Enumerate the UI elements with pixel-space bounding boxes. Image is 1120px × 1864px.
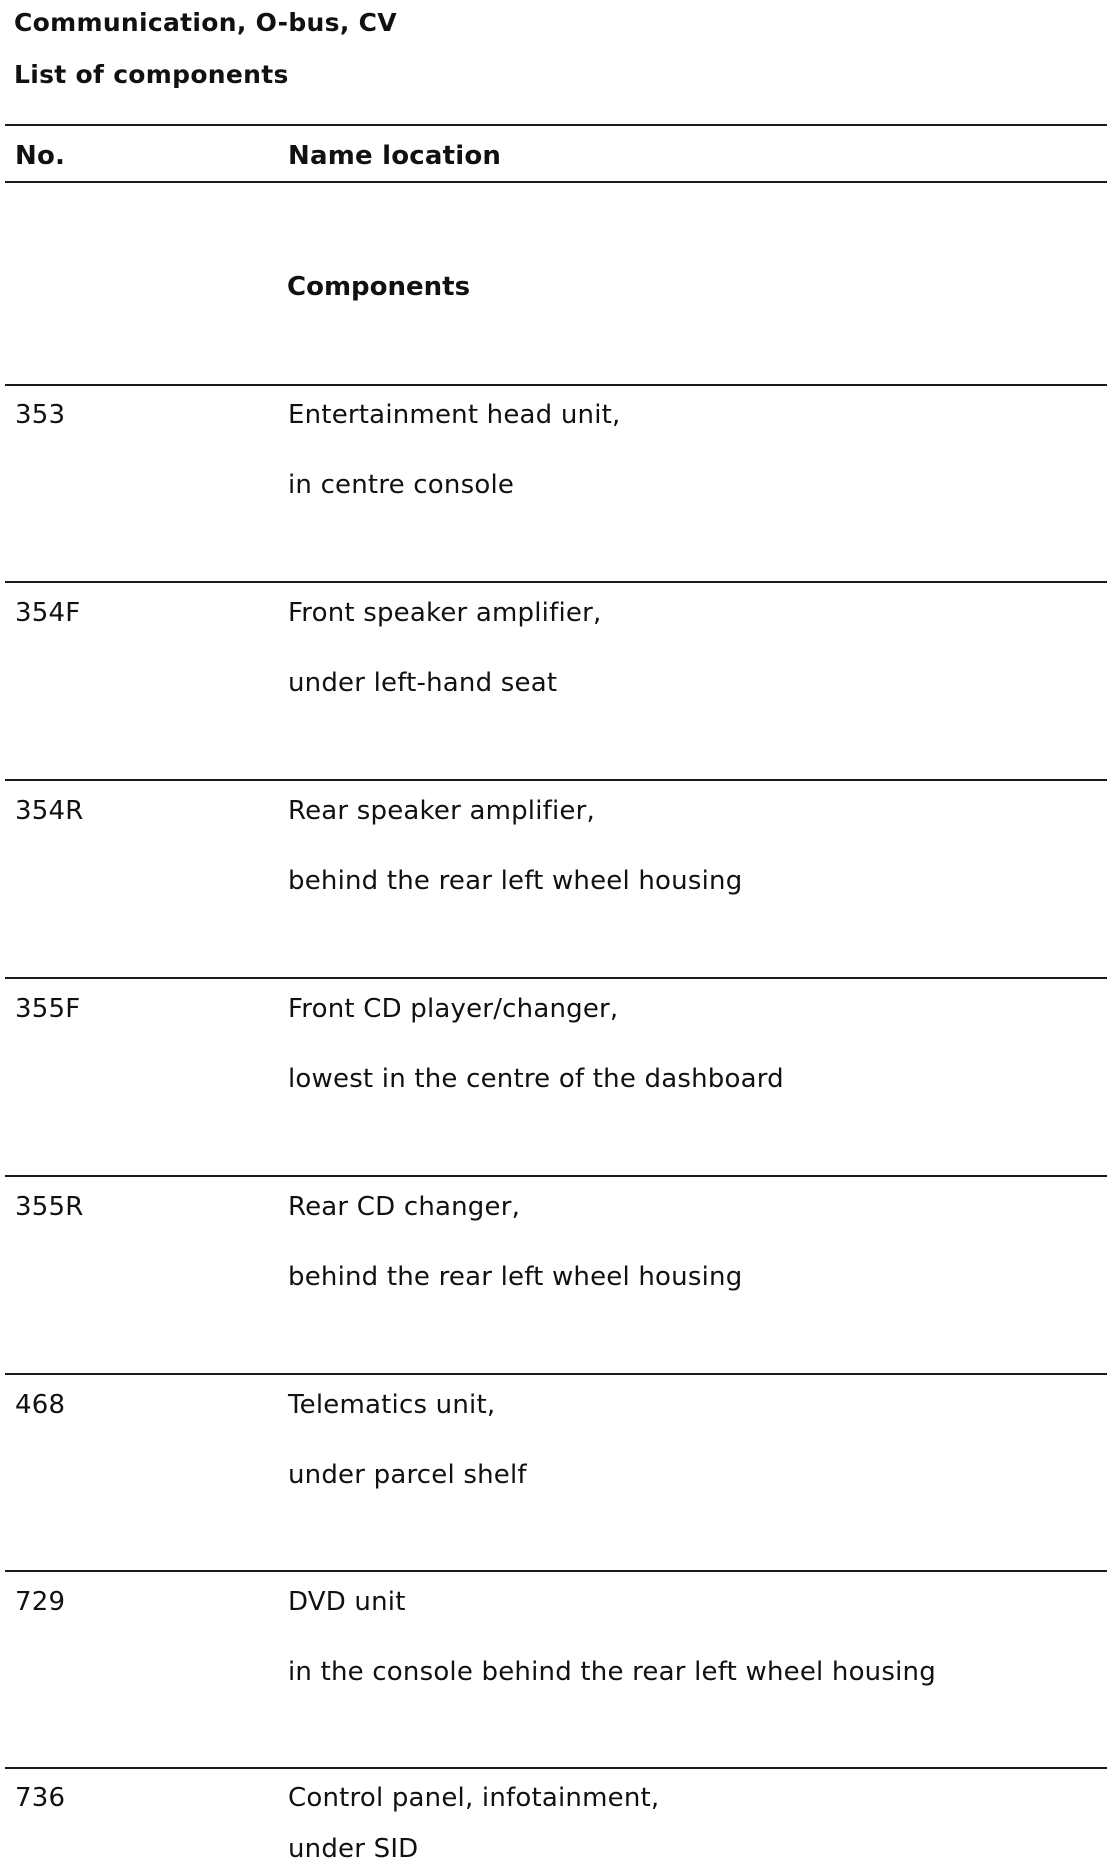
row-component-name: Front CD player/changer, <box>288 994 619 1024</box>
row-component-name: Rear CD changer, <box>288 1192 521 1222</box>
row-divider <box>5 977 1107 979</box>
row-divider <box>5 384 1107 386</box>
row-divider <box>5 581 1107 583</box>
row-component-location: in centre console <box>288 470 515 500</box>
row-component-name: Rear speaker amplifier, <box>288 796 595 826</box>
row-component-location: under left-hand seat <box>288 668 558 698</box>
row-number: 736 <box>15 1783 66 1813</box>
row-number: 729 <box>15 1587 66 1617</box>
row-component-name: DVD unit <box>288 1587 406 1617</box>
row-divider <box>5 1373 1107 1375</box>
row-number: 353 <box>15 400 66 430</box>
row-divider <box>5 1175 1107 1177</box>
row-component-name: Front speaker amplifier, <box>288 598 602 628</box>
header-bottom-rule <box>5 181 1107 183</box>
document-subtitle: List of components <box>14 60 289 89</box>
column-header-no: No. <box>15 141 66 171</box>
document-title: Communication, O-bus, CV <box>14 8 397 37</box>
row-component-location: under parcel shelf <box>288 1460 527 1490</box>
row-divider <box>5 1570 1107 1572</box>
row-component-location: behind the rear left wheel housing <box>288 1262 743 1292</box>
row-component-name: Entertainment head unit, <box>288 400 621 430</box>
row-component-name: Telematics unit, <box>288 1390 496 1420</box>
row-number: 355R <box>15 1192 84 1222</box>
section-label-components: Components <box>287 272 471 302</box>
row-number: 355F <box>15 994 81 1024</box>
row-number: 354F <box>15 598 81 628</box>
row-component-name: Control panel, infotainment, <box>288 1783 660 1813</box>
row-divider <box>5 1767 1107 1769</box>
row-component-location: behind the rear left wheel housing <box>288 866 743 896</box>
row-number: 354R <box>15 796 84 826</box>
column-header-name-location: Name location <box>288 141 502 171</box>
row-divider <box>5 779 1107 781</box>
row-component-location: lowest in the centre of the dashboard <box>288 1064 784 1094</box>
row-number: 468 <box>15 1390 66 1420</box>
row-component-location: in the console behind the rear left wheel housing <box>288 1657 936 1687</box>
table-top-rule <box>5 124 1107 126</box>
row-component-location: under SID <box>288 1834 419 1864</box>
